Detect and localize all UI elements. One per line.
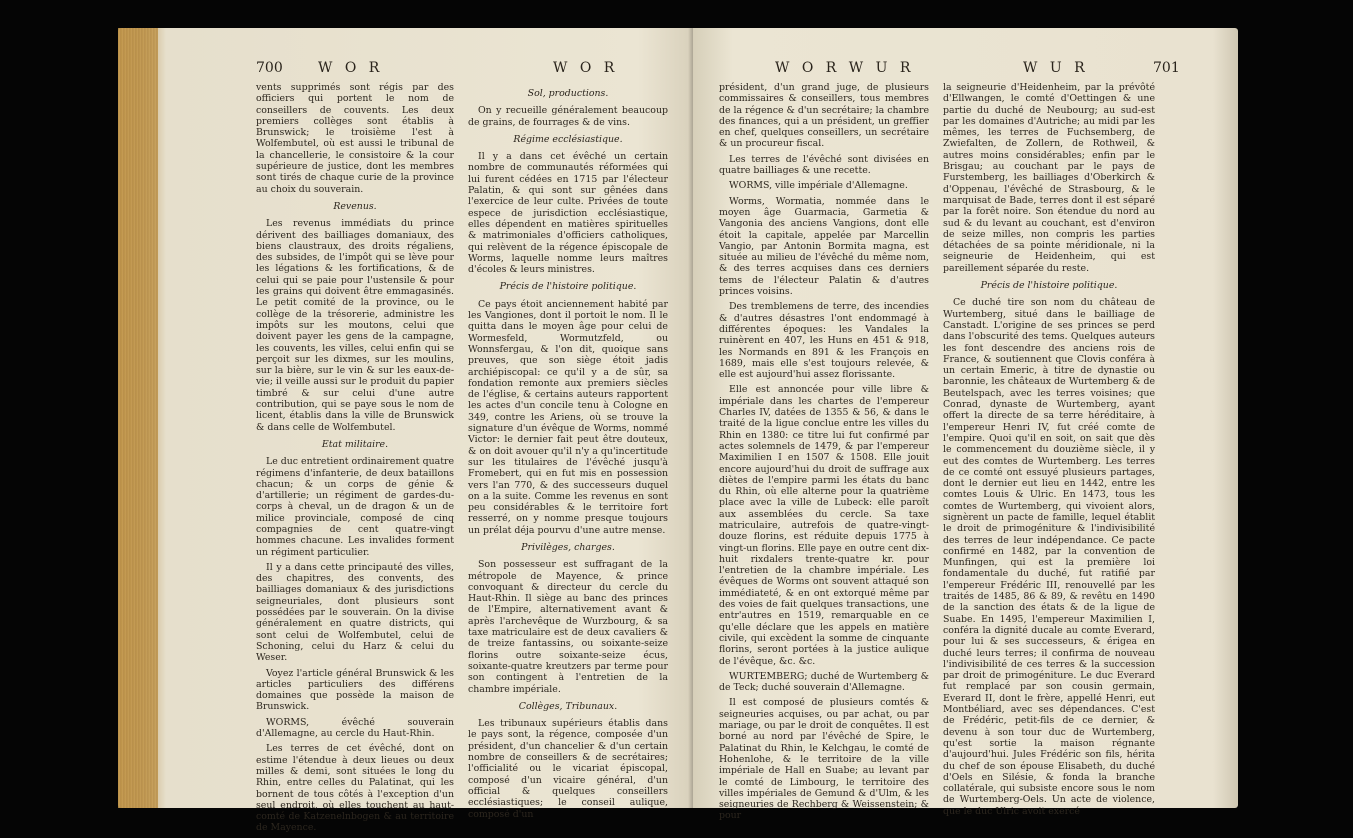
paragraph: Son possesseur est suffragant de la métropole de Mayence, & prince convoquant & directeur du cercle du Haut-Rhin. Il siège au banc des princes de l'Empire, alternativement avant & après l'archevêque de Wurzbourg, & sa taxe matriculaire est de deux cavaliers & de treize fantassins, ou soixante-seize florins outre soixante-seize écus, soixante-quatre kreutzers par terme pour son contingent à l'entretien de la chambre impériale. (468, 559, 668, 695)
paragraph: Elle est annoncée pour ville libre & impériale dans les chartes de l'empereur Charles IV, datées de 1355 & 56, & dans le traité de la ligue conclue entre les villes du Rhin en 1380: ce titre lui fut confirmé par actes solemnels de 1479, & par l'empereur Maximilien I en 1507 & 1508. Elle jouit encore aujourd'hui du droit de suffrage aux diètes de l'empire parmi les états du banc du Rhin, où elle alterne pour la quatrième place avec la ville de Lubeck: elle paroît aux assemblées du cercle. Sa taxe matriculaire, autrefois de quatre-vingt-douze florins, est réduite depuis 1775 à vingt-un florins. Elle paye en outre cent dix-huit rixdalers trente-quatre kr. pour l'entretien de la chambre impériale. Les évêques de Worms ont souvent attaqué son immédiateté, & en ont extorqué même par des voies de fait quelques transactions, une entr'autres en 1519, remarquable en ce qu'elle déclare que les appels en matière civile, qui excèdent la somme de cinquante florins, seront portées à la justice aulique de l'évêque, &c. &c. (719, 384, 929, 667)
running-head: W O R (553, 60, 619, 76)
section-heading: Collèges, Tribunaux. (518, 700, 618, 712)
paragraph: Ce pays étoit anciennement habité par les Vangiones, dont il portoit le nom. Il le quitta dans le moyen âge pour celui de Wormesfeld, Wormutzfeld, ou Wonnsfergau, & l'on dit, quoique sans preuves, que son siège étoit jadis archiépiscopal: ce qu'il y a de sûr, sa fondation remonte aux premiers siècles de l'église, & certains auteurs rapportent les actes d'un concile tenu à Cologne en 349, contre les Ariens, où se trouve la signature d'un évêque de Worms, nommé Victor: le dernier fait peut être douteux, & on doit avouer qu'il n'y a qu'incertitude sur les titulaires de l'évêché jusqu'à Fromebert, qui en fut mis en possession vers l'an 770, & des successeurs duquel on a la suite. Comme les revenus en sont peu considérables & le territoire fort resserré, on y nomme presque toujours un prélat déja pourvu d'une autre mense. (468, 298, 668, 536)
left-page (118, 28, 693, 834)
paragraph: On y recueille généralement beaucoup de grains, de fourrages & de vins. (468, 105, 668, 128)
paragraph: la seigneurie d'Heidenheim, par la prévôté d'Ellwangen, le comté d'Oettingen & une partie du duché de Neubourg; au sud-est par les domaines d'Autriche; au midi par les mêmes, les terres de Fuchsemberg, de Zwiefalten, de Zollern, de Rothweil, & autres moins considérables; enfin par le Brisgau; au couchant par le pays de Furstemberg, les bailliages d'Oberkirch & d'Oppenau, l'évêché de Strasbourg, & le marquisat de Bade, terres dont il est séparé par la forêt noire. Son étendue du nord au sud & du levant au couchant, est d'environ de seize milles, non compris les parties détachées de sa pointe méridionale, ni la seigneurie de Heidenheim, qui est pareillement séparée du reste. (943, 82, 1155, 274)
page-number: 701 (1153, 60, 1180, 76)
running-head: W O R W U R (775, 60, 915, 76)
paragraph: Il y a dans cette principauté des villes, des chapitres, des convents, des bailliages domaniaux & des jurisdictions seigneuriales, dont plusieurs sont possédées par le souverain. On la divise généralement en quatre districts, qui sont celui de Wolfembutel, celui de Schoning, celui du Harz & celui du Weser. (256, 561, 454, 664)
section-heading: Privilèges, charges. (521, 541, 615, 553)
right-page (693, 28, 1238, 822)
page-number: 700 (256, 60, 283, 76)
section-heading: Précis de l'histoire politique. (980, 280, 1118, 292)
paragraph: Worms, Wormatia, nommée dans le moyen âge Guarmacia, Garmetia & Vangonia des anciens Vangions, dont elle étoit la capitale, appelée par Marcellin Vangio, par Antonin Bormita magna, est située au milieu de l'évêché du même nom, & des terres acquises dans ces derniers tems de l'électeur Palatin & d'autres princes voisins. (719, 195, 929, 298)
paragraph: Les tribunaux supérieurs établis dans le pays sont, la régence, composée d'un président, d'un chancelier & d'un certain nombre de conseillers & de secrétaires; l'officialité ou le vicariat épiscopal, composé d'un vicaire général, d'un official & quelques conseillers ecclésiastiques; le conseil aulique, composé d'un (468, 718, 668, 820)
paragraph: Il est composé de plusieurs comtés & seigneuries acquises, ou par achat, ou par mariage, ou par le droit de conquêtes. Il est borné au nord par l'évêché de Spire, le Palatinat du Rhin, le Kelchgau, le comté de Hohenlohe, & le territoire de la ville impériale de Hall en Suabe; au levant par le comté de Limbourg, le territoire des villes impériales de Gemund & d'Ulm, & les seigneuries de Rechberg & Weissenstein; & pour (719, 697, 929, 822)
entry-heading: WURTEMBERG; duché de Wurtemberg & de Teck; duché souverain d'Allemagne. (719, 670, 929, 694)
paragraph: Voyez l'article général Brunswick & les articles particuliers des différens domaines que possède la maison de Brunswick. (256, 667, 454, 713)
paragraph: Les terres de l'évêché sont divisées en quatre bailliages & une recette. (719, 153, 929, 177)
entry-heading: WORMS, ville impériale d'Allemagne. (729, 180, 908, 192)
running-head: W U R (1023, 60, 1089, 76)
section-heading: Revenus. (333, 200, 377, 212)
text-column (468, 82, 668, 824)
paragraph: Les terres de cet évêché, dont on estime l'étendue à deux lieues ou deux milles & demi, sont situées le long du Rhin, entre celles du Palatinat, qui les bornent de tous côtés à l'exception d'un seul endroit, où elles touchent au haut-comté de Katzenelnbogen & au territoire de Mayence. (256, 743, 454, 834)
page-edge (118, 28, 158, 808)
paragraph: Des tremblemens de terre, des incendies & d'autres désastres l'ont endommagé à différentes époques: les Vandales la ruinèrent en 407, les Huns en 451 & 918, les Normands en 891 & les François en 1689, mais elle s'est toujours relevée, & elle est aujourd'hui assez florissante. (719, 301, 929, 381)
book-spread (118, 28, 1238, 834)
text-column (719, 82, 929, 826)
section-heading: Sol, productions. (527, 88, 609, 99)
paragraph: Ce duché tire son nom du château de Wurtemberg, situé dans le bailliage de Canstadt. L'origine de ses princes se perd dans l'obscurité des tems. Quelques auteurs les font descendre des anciens rois de France, & soutiennent que Clovis conféra à un certain Emeric, à titre de dynastie ou baronnie, les châteaux de Wurtemberg & de Beutelspach, avec les terres voisines; que Conrad, dynaste de Wurtemberg, ayant offert la directe de sa terre héréditaire, à l'empereur Henri IV, fut créé comte de l'empire. Quoi qu'il en soit, on sait que dès le commencement du douzième siècle, il y eut des comtes de Wurtemberg. Les terres de ce comté ont essuyé plusieurs partages, dont le dernier eut lieu en 1442, entre les comtes Louis & Ulric. En 1473, tous les comtes de Wurtemberg, qui vivoient alors, signèrent un pacte de famille, lequel établit le droit de primogéniture & l'indivisibilité des terres de leur indépendance. Ce pacte confirmé en 1482, par la convention de Munfingen, qui est la première loi fondamentale du duché, fut ratifié par l'empereur Frédéric III, renouvellé par les traités de 1485, 86 & 89, & revêtu en 1490 de la sanction des états & de la ligue de Suabe. En 1495, l'empereur Maximilien I, conféra la dignité ducale au comte Everard, pour lui & ses successeurs, & érigea en duché leurs terres; il confirma de nouveau l'indivisibilité de ces terres & la succession par droit de primogéniture. Le duc Everard fut remplacé par son cousin germain, Everard II, dont le frère, appellé Henri, eut Montbéliard, avec ses dépendances. C'est de Frédéric, petit-fils de ce dernier, & devenu à son tour duc de Wurtemberg, qu'est sortie la maison régnante d'aujourd'hui. Jules Frédéric son fils, hérita du chef de son épouse Elisabeth, du duché d'Oels en Silésie, & fonda la branche collatérale, qui subsiste encore sous le nom de Wurtemberg-Oels. Un acte de violence, que le duc Ulric avoit exercé (943, 297, 1155, 817)
section-heading: Précis de l'histoire politique. (499, 281, 637, 293)
text-column (943, 82, 1155, 821)
paragraph: Les revenus immédiats du prince dérivent des bailliages domaniaux, des biens claustraux, des droits régaliens, des subsides, de l'impôt qui se lève pour les légations & les fortifications, & de celui qui se paie pour l'ustensile & pour les grains qui doivent être emmagasinés. Le petit comité de la province, ou le collège de la trésorerie, administre les impôts sur les moutons, celui que doivent payer les gens de la campagne, les couvents, les villes, celui enfin qui se perçoit sur les dixmes, sur les moulins, sur la bière, sur le vin & sur les eaux-de-vie; il veille aussi sur le produit du papier timbré & sur celui d'une autre contribution, qui se paye sous le nom de licent, établis dans la ville de Brunswick & dans celle de Wolfembutel. (256, 218, 454, 433)
paragraph: président, d'un grand juge, de plusieurs commissaires & conseillers, tous membres de la régence & d'un secrétaire; la chambre des finances, qui a un président, un greffier en chef, quelques conseillers, un secrétaire & un procureur fiscal. (719, 82, 929, 150)
paragraph: Le duc entretient ordinairement quatre régimens d'infanterie, de deux bataillons chacun; & un corps de génie & d'artillerie; un régiment de gardes-du-corps à cheval, un de dragon & un de milice provinciale, composé de cinq compagnies de cent quatre-vingt hommes chacune. Les invalides forment un régiment particulier. (256, 456, 454, 558)
text-column (256, 82, 454, 838)
paragraph: vents supprimés sont régis par des officiers qui portent le nom de conseillers de couvents. Les deux premiers collèges sont établis à Brunswick; le troisième l'est à Wolfembutel, où est aussi le tribunal de la chancellerie, le consistoire & la cour supérieure de justice, dont les membres sont tirés de chaque curie de la province au choix du souverain. (256, 82, 454, 195)
running-head: W O R (318, 60, 384, 76)
section-heading: Régime ecclésiastique. (513, 133, 623, 145)
entry-heading: WORMS, évêché souverain d'Allemagne, au cercle du Haut-Rhin. (256, 716, 454, 740)
section-heading: Etat militaire. (321, 438, 389, 450)
paragraph: Il y a dans cet évêché un certain nombre de communautés réformées qui lui furent cédées en 1715 par l'électeur Palatin, & qui sont sur gênées dans l'exercice de leur culte. Privées de toute espece de jurisdiction ecclésiastique, elles dépendent en matières spirituelles & matrimoniales d'officiers catholiques, qui relèvent de la régence épiscopale de Worms, laquelle nomme leurs maîtres d'écoles & leurs ministres. (468, 151, 668, 276)
